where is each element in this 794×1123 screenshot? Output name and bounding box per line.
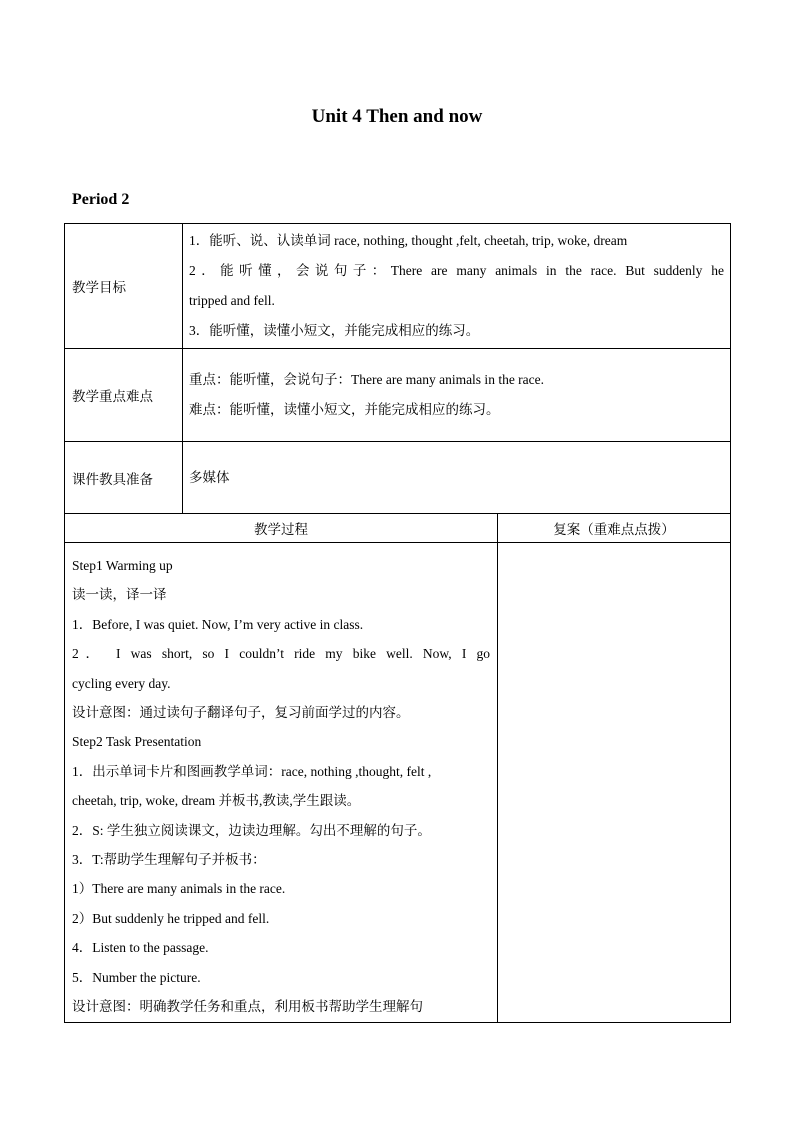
process-header-row [65, 514, 731, 543]
process-line: Step2 Task Presentation [72, 734, 202, 750]
objectives-row [65, 224, 731, 349]
process-line: 1．出示单词卡片和图画教学单词：race, nothing ,thought, felt , [72, 763, 432, 779]
objective-line: 1．能听、说、认读单词 race, nothing, thought ,felt, cheetah, trip, woke, dream [189, 233, 628, 248]
process-row [65, 543, 731, 1023]
process-content [65, 543, 498, 1023]
process-line: 设计意图：明确教学任务和重点，利用板书帮助学生理解句 [72, 999, 423, 1015]
key-points-label: 教学重点难点 [65, 349, 183, 442]
process-line: 1）There are many animals in the race. [72, 881, 286, 897]
key-point-line: 重点：能听懂，会说句子：There are many animals in the race. [189, 372, 545, 387]
process-line: 读一读，译一译 [72, 587, 167, 603]
objective-line: 2．能听懂，会说句子：There are many animals in the race. But suddenly he [189, 263, 724, 278]
process-line: cheetah, trip, woke, dream 并板书,教读,学生跟读。 [72, 793, 361, 809]
process-line: 4．Listen to the passage. [72, 940, 209, 956]
process-line: 3．T:帮助学生理解句子并板书： [72, 852, 266, 868]
materials-row [65, 442, 731, 514]
objectives-content [183, 224, 731, 349]
objective-line: tripped and fell. [189, 293, 275, 308]
lesson-plan-table [64, 223, 731, 1023]
process-line: Step1 Warming up [72, 558, 173, 573]
process-line: 设计意图：通过读句子翻译句子，复习前面学过的内容。 [72, 705, 410, 721]
process-line: 2． I was short, so I couldn’t ride my bike well. Now, I go [72, 646, 490, 662]
objective-line: 3．能听懂，读懂小短文，并能完成相应的练习。 [189, 323, 480, 338]
period-heading: Period 2 [72, 191, 130, 208]
process-line: 2．S: 学生独立阅读课文，边读边理解。勾出不理解的句子。 [72, 822, 431, 838]
page-title: Unit 4 Then and now [311, 106, 483, 127]
process-header: 教学过程 [65, 514, 498, 543]
materials-value: 多媒体 [183, 442, 731, 514]
review-header: 复案（重难点点拨） [498, 514, 731, 543]
review-content [498, 543, 731, 1023]
process-line: 2）But suddenly he tripped and fell. [72, 910, 270, 926]
key-points-row [65, 349, 731, 442]
key-points-content [183, 349, 731, 442]
difficult-point-line: 难点：能听懂，读懂小短文，并能完成相应的练习。 [189, 402, 500, 417]
process-line: 1．Before, I was quiet. Now, I’m very active in class. [72, 616, 364, 632]
objectives-label: 教学目标 [65, 224, 183, 349]
process-line: 5．Number the picture. [72, 969, 201, 985]
materials-label: 课件教具准备 [65, 442, 183, 514]
process-line: cycling every day. [72, 675, 171, 691]
